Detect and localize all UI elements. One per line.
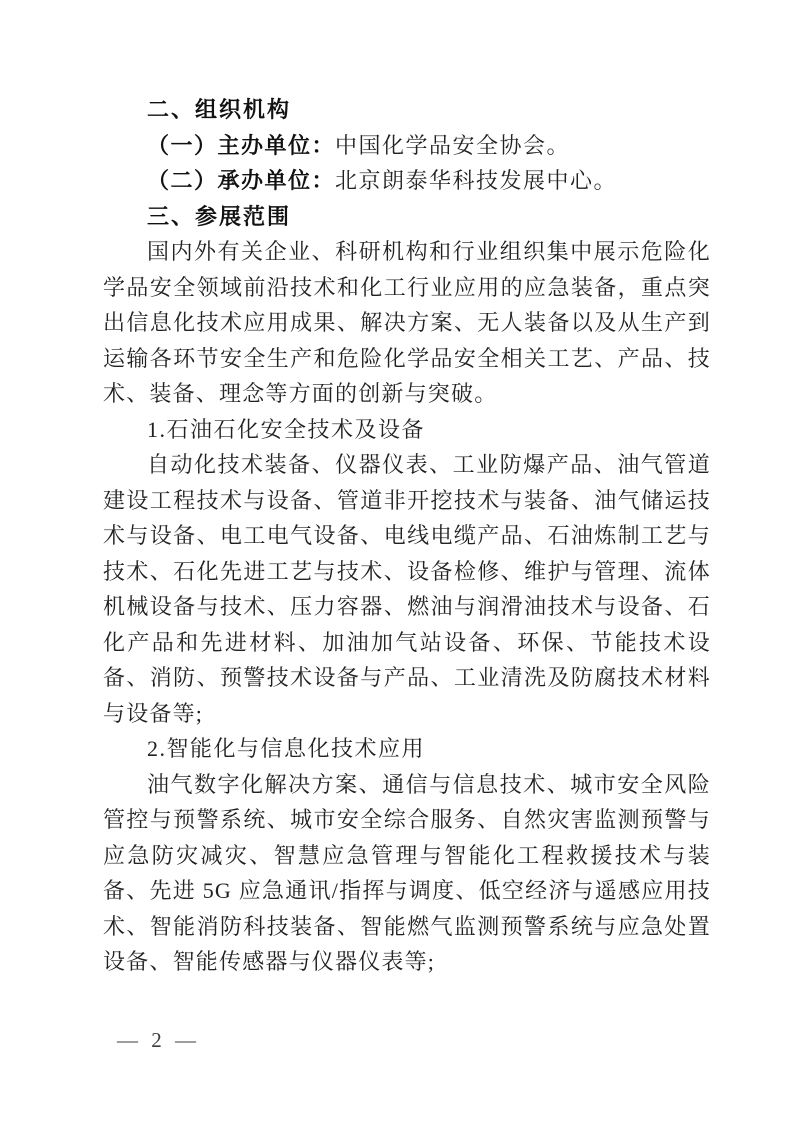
scope-item-1-body-paragraph: 自动化技术装备、仪器仪表、工业防爆产品、油气管道建设工程技术与设备、管道非开挖技术与装备、油气储运技术与设备、电工电气设备、电线电缆产品、石油炼制工艺与技术、石化先进工艺与技术、设备检修、维护与管理、流体机械设备与技术、压力容器、燃油与润滑油技术与设备、石化产品和先进材料、加油加气站设备、环保、节能技术设备、消防、预警技术设备与产品、工业清洗及防腐技术材料与设备等; <box>103 452 711 726</box>
page-number: — 2 — <box>117 1028 200 1052</box>
document-content <box>103 92 711 980</box>
scope-item-2-body-paragraph: 油气数字化解决方案、通信与信息技术、城市安全风险管控与预警系统、城市安全综合服务、自然灾害监测预警与应急防灾减灾、智慧应急管理与智能化工程救援技术与装备、先进 5G 应急通讯/指挥与调度、低空经济与遥感应用技术、智能消防科技装备、智能燃气监测预警系统与应急处置设备、智能传感器与仪器仪表等; <box>103 771 711 974</box>
organizer-unit-line <box>103 163 711 199</box>
organizer-unit-label: （二）承办单位： <box>147 168 336 193</box>
section-heading-exhibition-scope: 三、参展范围 <box>147 203 292 229</box>
host-unit-value: 中国化学品安全协会。 <box>335 132 571 158</box>
scope-item-2-title: 2.智能化与信息化技术应用 <box>147 736 426 761</box>
host-unit-label: （一）主办单位： <box>147 132 336 158</box>
exhibition-scope-intro-paragraph: 国内外有关企业、科研机构和行业组织集中展示危险化学品安全领域前沿技术和化工行业应用的应急装备，重点突出信息化技术应用成果、解决方案、无人装备以及从生产到运输各环节安全生产和危险化学品安全相关工艺、产品、技术、装备、理念等方面的创新与突破。 <box>103 239 711 406</box>
scope-item-1-title: 1.石油石化安全技术及设备 <box>147 416 426 442</box>
host-unit-line <box>103 128 711 164</box>
organizer-unit-value: 北京朗泰华科技发展中心。 <box>335 168 618 193</box>
section-heading-organization: 二、组织机构 <box>147 97 292 122</box>
